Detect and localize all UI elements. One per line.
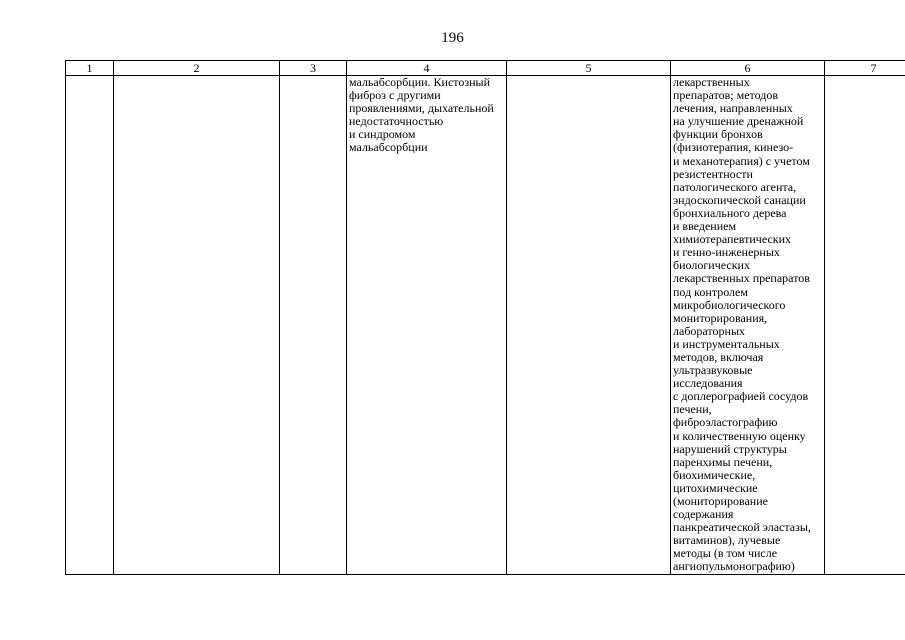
text-line: химиотерапевтических: [673, 232, 792, 247]
column-header-7: 7: [825, 61, 905, 76]
text-line: витаминов), лучевые: [673, 533, 781, 548]
text-line: фиброэластографию: [673, 415, 778, 430]
text-line: лечения, направленных: [673, 101, 793, 116]
column-header-6: 6: [671, 61, 825, 76]
text-line: содержания: [673, 507, 734, 522]
text-line: лекарственных: [673, 75, 750, 89]
text-line: недостаточностью: [349, 114, 444, 129]
text-line: и генно-инженерных: [673, 245, 780, 260]
cell-col7: [825, 76, 905, 575]
text-line: и количественную оценку: [673, 428, 806, 443]
text-line: патологического агента,: [673, 179, 797, 194]
cell-col5: [507, 76, 671, 575]
text-line: паренхимы печени,: [673, 454, 773, 469]
header-row: [66, 61, 905, 76]
text-line: исследования: [673, 376, 743, 391]
text-line: ангиопульмонографию): [673, 559, 795, 574]
text-line: эндоскопической санации: [673, 192, 806, 207]
text-line: ультразвуковые: [673, 363, 753, 378]
text-line: под контролем: [673, 284, 748, 299]
text-line: (мониторирование: [673, 494, 768, 508]
text-line: резистентности: [673, 166, 753, 181]
text-line: на улучшение дренажной: [673, 114, 804, 129]
page-number: 196: [441, 30, 464, 46]
text-line: мальабсорбции: [349, 140, 428, 155]
column-header-1: 1: [66, 61, 114, 76]
text-line: печени,: [673, 402, 712, 417]
text-line: мониторирования,: [673, 310, 768, 325]
cell-col3: [280, 76, 347, 575]
text-line: функции бронхов: [673, 127, 763, 142]
column-header-5: 5: [507, 61, 671, 76]
cell-col1: [66, 76, 114, 575]
text-line: и инструментальных: [673, 336, 780, 351]
column-header-3: 3: [280, 61, 347, 76]
cell-treatment-methods: [671, 76, 825, 575]
text-line: лекарственных препаратов: [673, 271, 810, 286]
text-line: микробиологического: [673, 297, 786, 312]
column-header-2: 2: [114, 61, 280, 76]
text-line: мальабсорбции. Кистозный: [349, 75, 491, 89]
table-row: [66, 76, 905, 575]
text-line: и введением: [673, 219, 737, 234]
text-line: и механотерапия) с учетом: [673, 153, 810, 168]
medical-care-table: [65, 60, 905, 575]
text-line: бронхиального дерева: [673, 205, 787, 220]
text-line: цитохимические: [673, 480, 758, 495]
text-line: биохимические,: [673, 467, 756, 482]
text-line: (физиотерапия, кинезо-: [673, 140, 794, 155]
text-line: лабораторных: [673, 323, 746, 338]
text-line: методы (в том числе: [673, 546, 778, 561]
text-line: методов, включая: [673, 349, 764, 364]
column-header-4: 4: [347, 61, 507, 76]
text-line: панкреатической эластазы,: [673, 520, 811, 535]
text-line: биологических: [673, 258, 750, 273]
text-line: препаратов; методов: [673, 88, 779, 103]
text-line: и синдромом: [349, 127, 416, 142]
cell-col2: [114, 76, 280, 575]
cell-diagnosis: [347, 76, 507, 575]
text-line: фиброз с другими: [349, 88, 441, 103]
text-line: нарушений структуры: [673, 441, 787, 456]
text-line: проявлениями, дыхательной: [349, 101, 494, 116]
text-line: с доплерографией сосудов: [673, 389, 809, 404]
